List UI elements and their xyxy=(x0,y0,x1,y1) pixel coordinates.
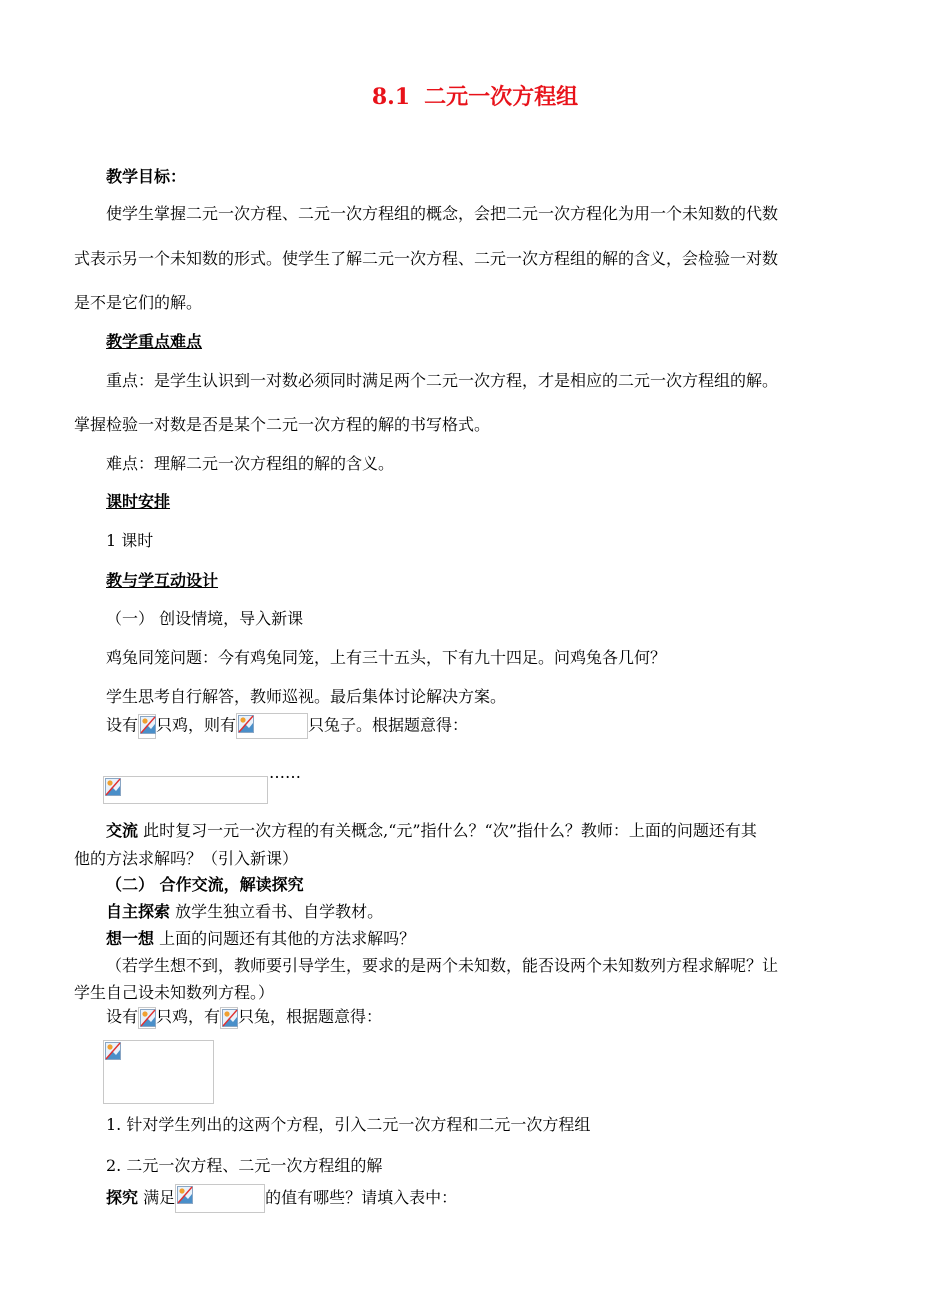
hint-text-1: （若学生想不到，教师要引导学生，要求的是两个未知数，能否设两个未知数列方程求解呢？让 xyxy=(106,956,779,975)
explore-line: 探究 满足 的值有哪些？请填入表中： xyxy=(106,1184,457,1213)
equation-image-icon xyxy=(175,1184,265,1213)
key-points-heading: 教学重点难点 xyxy=(106,332,203,351)
numbered-item-1: 1. 针对学生列出的这两个方程，引入二元一次方程和二元一次方程组 xyxy=(106,1115,591,1134)
key-point-text-2: 掌握检验一对数是否是某个二元一次方程的解的书写格式。 xyxy=(74,415,491,434)
hint-text-2: 学生自己设未知数列方程。） xyxy=(74,983,275,1002)
key-point-text: 重点：是学生认识到一对数必须同时满足两个二元一次方程，才是相应的二元一次方程组的解。 xyxy=(106,371,779,390)
section-1-heading: （一） 创设情境，导入新课 xyxy=(106,609,304,628)
equation-image-icon xyxy=(220,1007,238,1029)
objectives-heading: 教学目标： xyxy=(106,167,187,186)
equation-image-icon xyxy=(103,776,268,804)
design-heading: 教与学互动设计 xyxy=(106,571,219,590)
exchange-text-2: 他的方法求解吗？（引入新课） xyxy=(74,849,299,868)
chicken-rabbit-problem: 鸡兔同笼问题：今有鸡兔同笼，上有三十五头，下有九十四足。问鸡兔各几何？ xyxy=(106,648,667,667)
equation-system-image-icon xyxy=(103,1040,214,1104)
objectives-text-3: 是不是它们的解。 xyxy=(74,293,203,312)
schedule-heading: 课时安排 xyxy=(106,492,171,511)
numbered-item-2: 2. 二元一次方程、二元一次方程组的解 xyxy=(106,1156,383,1175)
equation-image-icon xyxy=(236,713,308,739)
student-thinking-text: 学生思考自行解答，教师巡视。最后集体讨论解决方案。 xyxy=(106,687,507,706)
schedule-text: 1 课时 xyxy=(106,531,154,550)
objectives-text-1: 使学生掌握二元一次方程、二元一次方程组的概念，会把二元一次方程化为用一个未知数的代数 xyxy=(106,204,779,223)
setup-line: 设有 只鸡，则有 只兔子。根据题意得： xyxy=(106,713,468,739)
ellipsis: …… xyxy=(269,763,301,782)
equation-image-icon xyxy=(138,714,156,739)
objectives-text-2: 式表示另一个未知数的形式。使学生了解二元一次方程、二元一次方程组的解的含义，会检验一对数 xyxy=(74,249,779,268)
document-title: 8.1 二元一次方程组 xyxy=(371,84,579,110)
setup-line-2: 设有 只鸡，有 只兔，根据题意得： xyxy=(106,1006,382,1029)
equation-image-icon xyxy=(138,1007,156,1029)
exchange-text-1: 交流 此时复习一元一次方程的有关概念,“元”指什么？“次”指什么？教师：上面的问题还有其 xyxy=(106,821,757,840)
section-2-heading: （二） 合作交流，解读探究 xyxy=(106,875,304,894)
difficulty-text: 难点：理解二元一次方程组的解的含义。 xyxy=(106,454,395,473)
self-explore-text: 自主探索 放学生独立看书、自学教材。 xyxy=(106,902,384,921)
think-about-text: 想一想 上面的问题还有其他的方法求解吗？ xyxy=(106,929,416,948)
